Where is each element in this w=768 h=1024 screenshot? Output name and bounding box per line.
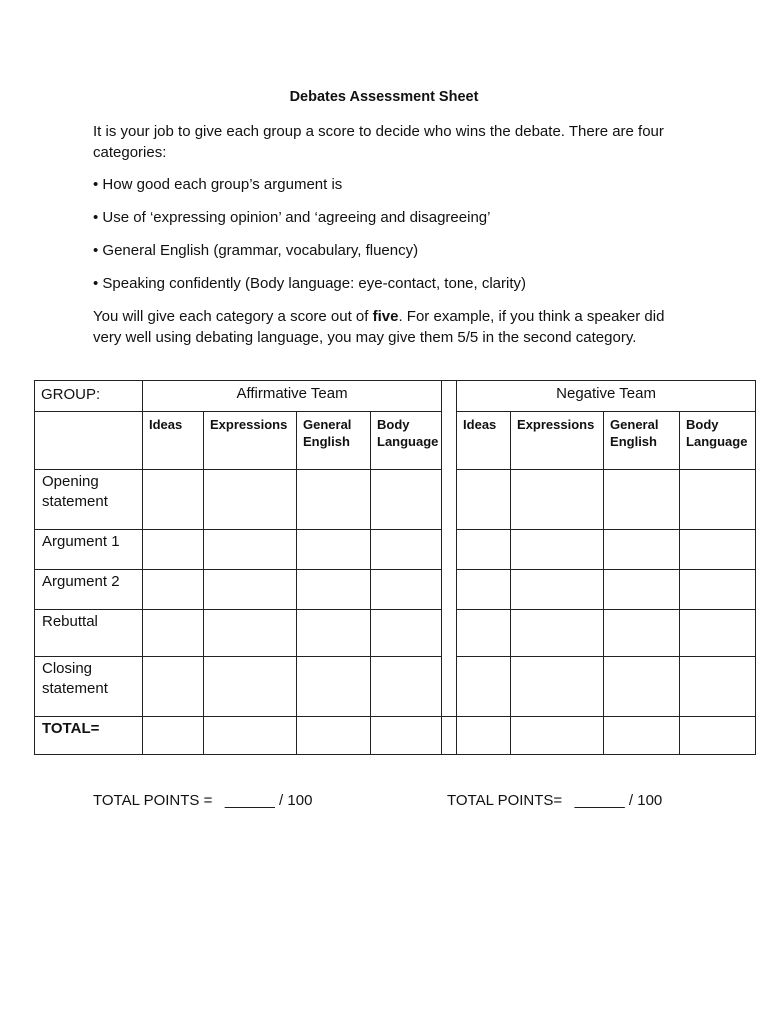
score-cell[interactable] [604,717,680,755]
page-title: Debates Assessment Sheet [289,89,479,105]
score-cell[interactable] [371,470,442,530]
category-item: • How good each group’s argument is [93,174,693,207]
total-label: TOTAL= [42,720,100,737]
total-label-cell [35,717,143,755]
score-cell[interactable] [680,717,756,755]
score-cell[interactable] [297,657,371,717]
total-row [35,717,756,755]
table-row [35,657,756,717]
score-cell[interactable] [457,530,511,570]
scoring-paragraph [93,306,683,348]
category-item: • Use of ‘expressing opinion’ and ‘agreeing and disagreeing’ [93,207,693,240]
score-cell[interactable] [143,530,204,570]
score-cell[interactable] [143,657,204,717]
score-cell[interactable] [204,570,297,610]
table-row [35,470,756,530]
score-cell[interactable] [371,570,442,610]
criterion-header: Expressions [204,412,297,470]
score-cell[interactable] [680,610,756,657]
assessment-table [34,380,756,755]
score-cell[interactable] [604,570,680,610]
affirmative-team-title: Affirmative Team [236,385,348,402]
category-item: • General English (grammar, vocabulary, fluency) [93,240,693,273]
score-cell[interactable] [604,610,680,657]
score-cell[interactable] [604,530,680,570]
row-label-cell [35,530,143,570]
score-cell[interactable] [680,470,756,530]
criterion-header: General English [297,412,371,470]
negative-total-points: TOTAL POINTS= ______ / 100 [447,792,663,809]
score-cell[interactable] [680,570,756,610]
criterion-header: Body Language [680,412,756,470]
team-divider [442,381,457,717]
score-cell[interactable] [297,717,371,755]
score-cell[interactable] [143,470,204,530]
scoring-bold: five [372,308,399,325]
score-cell[interactable] [511,657,604,717]
affirmative-total-points: TOTAL POINTS = ______ / 100 [93,792,313,809]
score-cell[interactable] [511,470,604,530]
score-cell[interactable] [511,717,604,755]
row-label: Argument 2 [42,573,120,590]
score-cell[interactable] [371,610,442,657]
score-cell[interactable] [511,570,604,610]
table-row [35,530,756,570]
row-label: Rebuttal [42,613,98,630]
score-cell[interactable] [680,530,756,570]
score-cell[interactable] [297,570,371,610]
score-cell[interactable] [204,470,297,530]
score-cell[interactable] [457,610,511,657]
score-cell[interactable] [204,530,297,570]
team-divider-bottom [442,717,457,755]
intro-paragraph: It is your job to give each group a score to decide who wins the debate. There are four categories: [93,123,664,161]
scoring-text-before: You will give each category a score out of [93,308,373,325]
score-cell[interactable] [457,470,511,530]
score-cell[interactable] [604,657,680,717]
category-item: • Speaking confidently (Body language: eye-contact, tone, clarity) [93,273,693,306]
row-label: Argument 1 [42,533,120,550]
group-header-cell [35,381,143,412]
score-cell[interactable] [457,657,511,717]
score-cell[interactable] [604,470,680,530]
score-cell[interactable] [204,657,297,717]
score-cell[interactable] [297,610,371,657]
score-cell[interactable] [204,717,297,755]
negative-team-title: Negative Team [556,385,656,402]
negative-header-cell [457,381,756,412]
score-cell[interactable] [371,657,442,717]
table-row [35,570,756,610]
group-label: GROUP: [41,386,101,403]
score-cell[interactable] [511,610,604,657]
criterion-header: Body Language [371,412,442,470]
score-cell[interactable] [511,530,604,570]
row-label: Closing statement [42,660,108,697]
criterion-header: Expressions [511,412,604,470]
score-cell[interactable] [297,530,371,570]
row-label-cell [35,610,143,657]
score-cell[interactable] [143,570,204,610]
row-label: Opening statement [42,473,108,510]
score-cell[interactable] [143,717,204,755]
criterion-header: Ideas [143,412,204,470]
score-cell[interactable] [204,610,297,657]
score-cell[interactable] [680,657,756,717]
row-label-cell [35,470,143,530]
affirmative-header-cell [143,381,442,412]
scoring-text-after: . For example, if you think a speaker did very well using debating language, you may give them 5/5 in the second category. [93,308,665,346]
row-label-cell [35,570,143,610]
score-cell[interactable] [143,610,204,657]
criterion-header: General English [604,412,680,470]
row-label-cell [35,657,143,717]
score-cell[interactable] [371,530,442,570]
table-row [35,610,756,657]
score-cell[interactable] [457,570,511,610]
score-cell[interactable] [457,717,511,755]
score-cell[interactable] [371,717,442,755]
blank-cell [35,412,143,470]
criterion-header: Ideas [457,412,511,470]
category-list [93,174,693,306]
score-cell[interactable] [297,470,371,530]
